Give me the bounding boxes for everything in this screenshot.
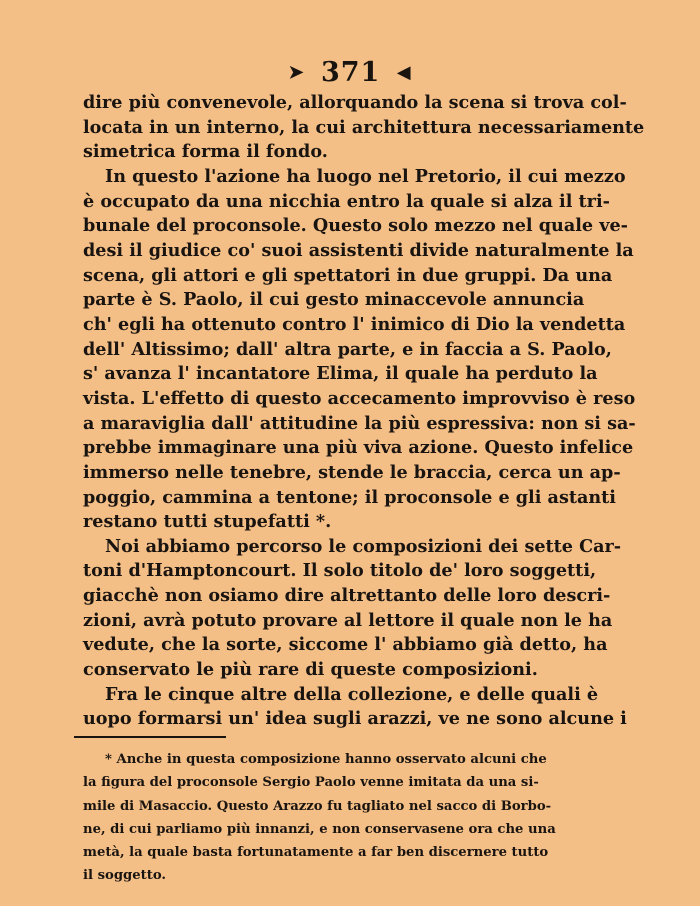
text-line: vedute, che la sorte, siccome l' abbiamo già detto, ha: [83, 634, 608, 656]
text-line: restano tutti stupefatti *.: [83, 511, 332, 533]
footnote-line: la figura del proconsole Sergio Paolo venne imitata da una si-: [83, 775, 539, 791]
text-line: poggio, cammina a tentone; il proconsole e gli astanti: [83, 486, 616, 508]
text-line: s' avanza l' incantatore Elima, il quale ha perduto la: [83, 363, 598, 385]
footnote-line: ne, di cui parliamo più innanzi, e non conservasene ora che una: [83, 821, 556, 837]
text-line: ch' egli ha ottenuto contro l' inimico di Dio la vendetta: [83, 313, 626, 335]
text-line: a maraviglia dall' attitudine la più espressiva: non si sa-: [83, 412, 636, 434]
text-line: locata in un interno, la cui architettura necessariamente: [83, 116, 645, 138]
left-arrow-ornament: ➤: [288, 62, 305, 83]
text-line: prebbe immaginare una più viva azione. Questo infelice: [83, 437, 634, 459]
text-line: dire più convenevole, allorquando la scena si trova col-: [83, 92, 627, 113]
text-line: giacchè non osiamo dire altrettanto delle loro descri-: [83, 585, 611, 607]
footnote-divider: [74, 736, 226, 738]
text-line: Noi abbiamo percorso le composizioni dei sette Car-: [105, 535, 622, 557]
text-line: Fra le cinque altre della collezione, e delle quali è: [105, 683, 599, 705]
text-line: immerso nelle tenebre, stende le braccia, cerca un ap-: [83, 461, 621, 483]
right-arrow-ornament: ◀: [396, 62, 412, 83]
page-number: 371: [320, 57, 381, 88]
text-line: In questo l'azione ha luogo nel Pretorio, il cui mezzo: [105, 165, 626, 187]
footnote: [83, 748, 556, 888]
body-text: [83, 91, 645, 732]
text-line: è occupato da una nicchia entro la quale si alza il tri-: [83, 190, 610, 212]
footnote-line: metà, la quale basta fortunatamente a far ben discernere tutto: [83, 845, 549, 861]
text-line: vista. L'effetto di questo accecamento improvviso è reso: [83, 387, 636, 409]
text-line: zioni, avrà potuto provare al lettore il quale non le ha: [83, 609, 613, 631]
text-line: toni d'Hamptoncourt. Il solo titolo de' loro soggetti,: [83, 560, 597, 582]
text-line: simetrica forma il fondo.: [83, 141, 328, 163]
page-header: [0, 57, 700, 88]
text-line: parte è S. Paolo, il cui gesto minaccevole annuncia: [83, 289, 585, 311]
footnote-line: il soggetto.: [83, 868, 167, 884]
text-line: uopo formarsi un' idea sugli arazzi, ve ne sono alcune i: [83, 708, 627, 730]
text-line: conservato le più rare di queste composizioni.: [83, 659, 538, 681]
text-line: dell' Altissimo; dall' altra parte, e in faccia a S. Paolo,: [83, 338, 612, 360]
footnote-line: * Anche in questa composizione hanno osservato alcuni che: [105, 752, 547, 767]
text-line: bunale del proconsole. Questo solo mezzo nel quale ve-: [83, 215, 628, 237]
footnote-line: mile di Masaccio. Questo Arazzo fu tagliato nel sacco di Borbo-: [83, 798, 552, 814]
text-line: desi il giudice co' suoi assistenti divide naturalmente la: [83, 239, 634, 261]
text-line: scena, gli attori e gli spettatori in due gruppi. Da una: [83, 264, 613, 286]
